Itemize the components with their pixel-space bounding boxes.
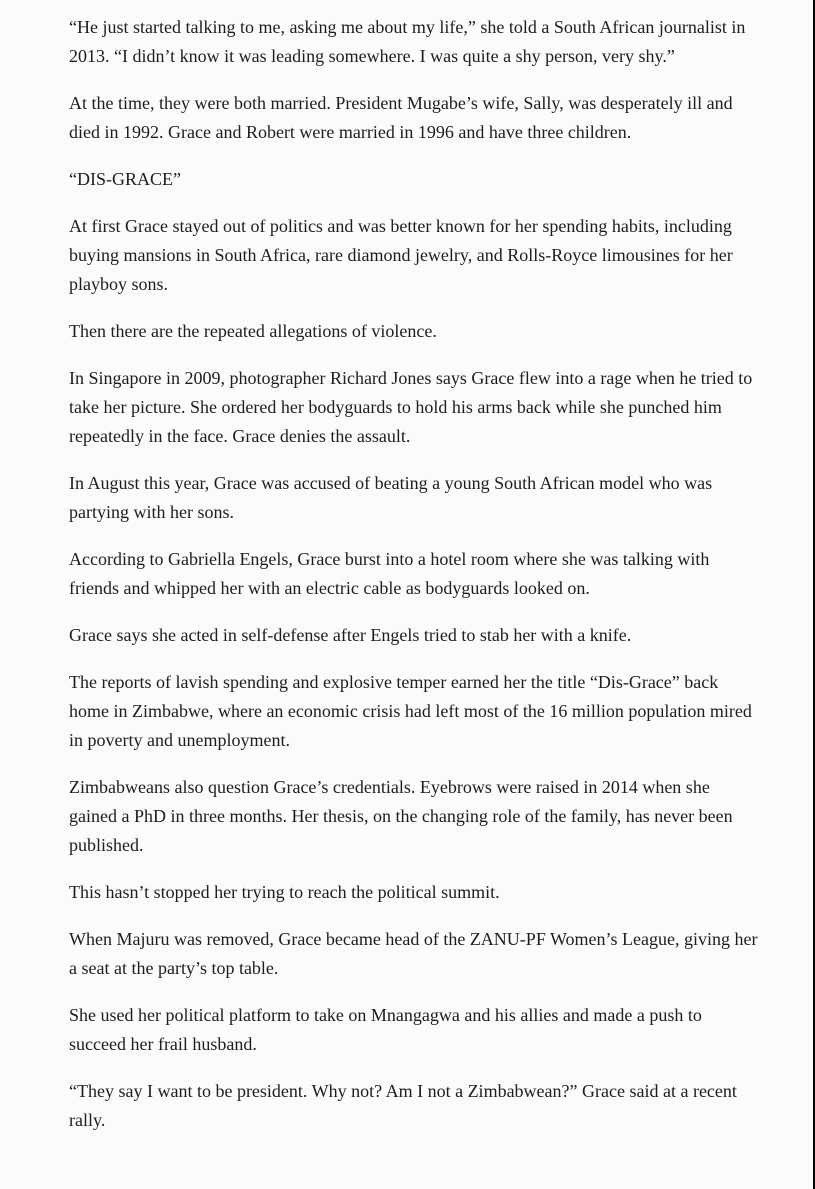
article-body [69, 13, 759, 1153]
paragraph-political-platform: She used her political platform to take on Mnangagwa and his allies and made a push to succeed her frail husband. [69, 1005, 702, 1054]
paragraph-august-accusation: In August this year, Grace was accused of beating a young South African model who was partying with her sons. [69, 473, 713, 522]
paragraph-rally-quote: “They say I want to be president. Why not? Am I not a Zimbabwean?” Grace said at a recent rally. [69, 1081, 737, 1130]
paragraph-self-defense-claim: Grace says she acted in self-defense after Engels tried to stab her with a knife. [69, 625, 632, 645]
paragraph-credentials: Zimbabweans also question Grace’s credentials. Eyebrows were raised in 2014 when she gained a PhD in three months. Her thesis, on the changing role of the family, has never been published. [69, 777, 733, 855]
paragraph-engels-account: According to Gabriella Engels, Grace burst into a hotel room where she was talking with friends and whipped her with an electric cable as bodyguards looked on. [69, 549, 710, 598]
paragraph-quote-first-meeting: “He just started talking to me, asking me about my life,” she told a South African journalist in 2013. “I didn’t know it was leading somewhere. I was quite a shy person, very shy.” [69, 17, 746, 66]
paragraph-political-summit: This hasn’t stopped her trying to reach the political summit. [69, 882, 500, 902]
section-heading-dis-grace: “DIS-GRACE” [69, 169, 181, 189]
paragraph-singapore-incident: In Singapore in 2009, photographer Richard Jones says Grace flew into a rage when he tried to take her picture. She ordered her bodyguards to hold his arms back while she punched him repeatedly in the face. Grace denies the assault. [69, 368, 753, 446]
paragraph-womens-league: When Majuru was removed, Grace became head of the ZANU-PF Women’s League, giving her a seat at the party’s top table. [69, 929, 758, 978]
paragraph-violence-allegations: Then there are the repeated allegations of violence. [69, 321, 437, 341]
paragraph-dis-grace-title: The reports of lavish spending and explosive temper earned her the title “Dis-Grace” back home in Zimbabwe, where an economic crisis had left most of the 16 million population mired in poverty and unemployment. [69, 672, 752, 750]
paragraph-both-married: At the time, they were both married. President Mugabe’s wife, Sally, was desperately ill and died in 1992. Grace and Robert were married in 1996 and have three children. [69, 93, 733, 142]
paragraph-spending-habits: At first Grace stayed out of politics and was better known for her spending habits, including buying mansions in South Africa, rare diamond jewelry, and Rolls-Royce limousines for her playboy sons. [69, 216, 733, 294]
